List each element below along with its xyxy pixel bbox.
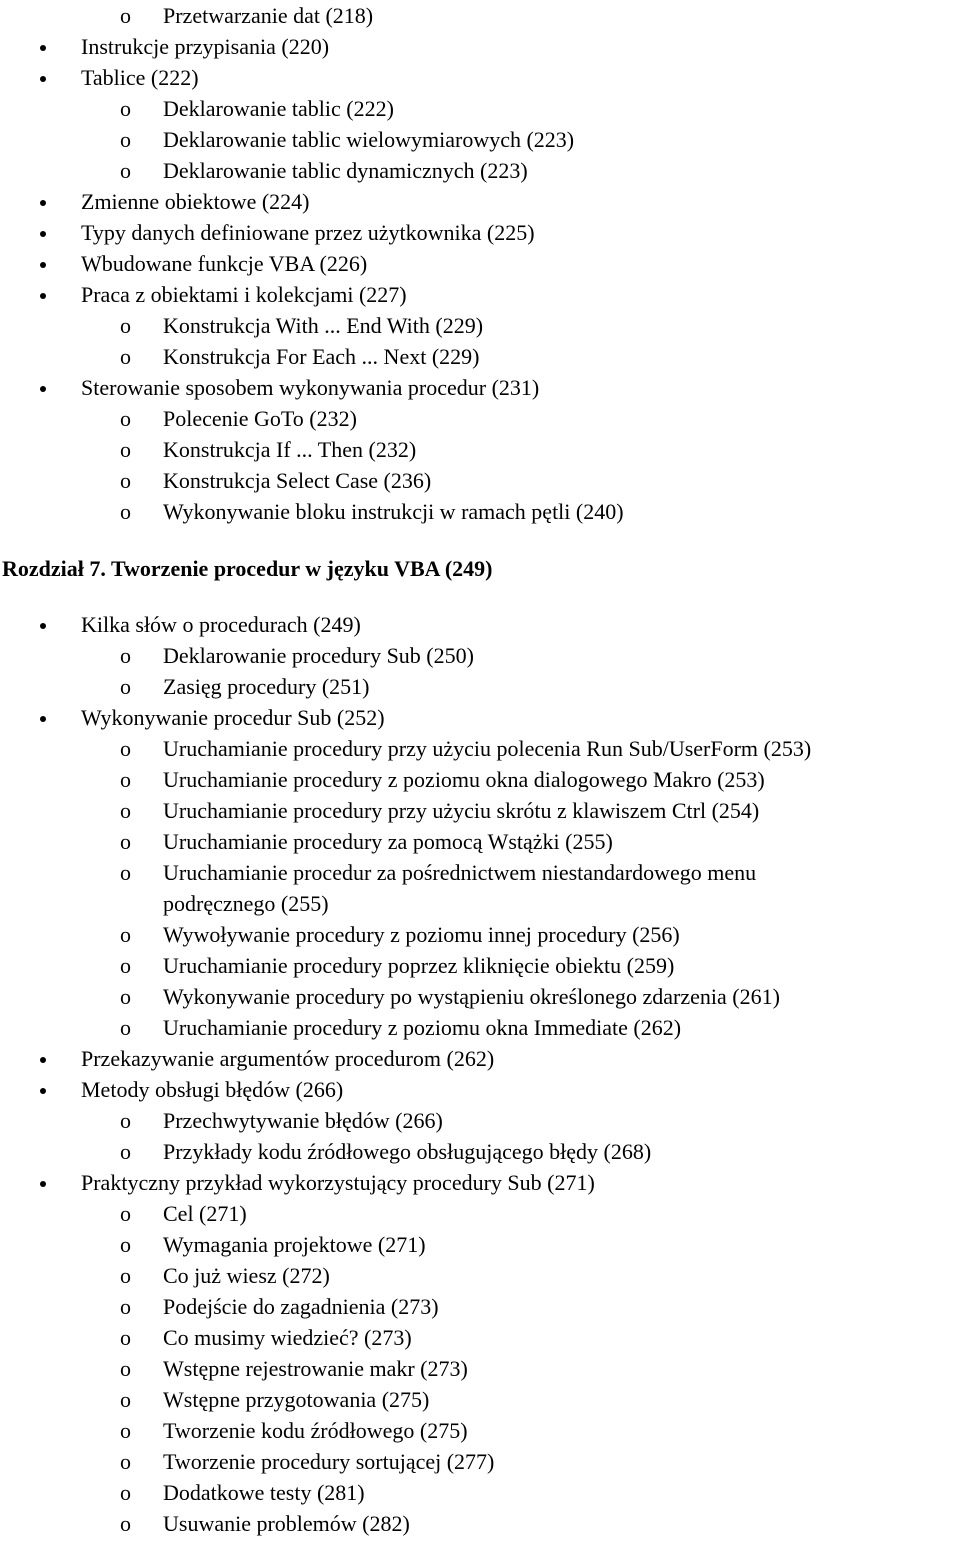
toc-entry-text: Uruchamianie procedur za pośrednictwem niestandardowego menu: [163, 860, 757, 885]
toc-entry-text: Wymagania projektowe (271): [163, 1232, 426, 1257]
circle-bullet-icon: o: [120, 1263, 131, 1288]
toc-list-part-a: [0, 0, 960, 527]
toc-entry-text: Co już wiesz (272): [163, 1263, 330, 1288]
toc-entry-text: Co musimy wiedzieć? (273): [163, 1325, 412, 1350]
circle-bullet-icon: o: [120, 1139, 131, 1164]
toc-entry: [0, 279, 960, 310]
toc-entry-text: Konstrukcja For Each ... Next (229): [163, 344, 480, 369]
toc-subentry: [0, 1322, 960, 1353]
toc-subentry: [0, 826, 960, 857]
toc-subentry: [0, 341, 960, 372]
toc-entry-text: Wykonywanie procedury po wystąpieniu określonego zdarzenia (261): [163, 984, 780, 1009]
toc-subentry: [0, 733, 960, 764]
toc-entry-text: Przechwytywanie błędów (266): [163, 1108, 443, 1133]
bullet-icon: [40, 45, 46, 51]
toc-entry-text: Typy danych definiowane przez użytkownika (225): [81, 220, 535, 245]
toc-subentry: [0, 1353, 960, 1384]
toc-subentry: [0, 1384, 960, 1415]
toc-subentry: [0, 0, 960, 31]
bullet-icon: [40, 716, 46, 722]
toc-subentry: [0, 496, 960, 527]
toc-entry-text: Polecenie GoTo (232): [163, 406, 357, 431]
toc-entry-text: Podejście do zagadnienia (273): [163, 1294, 439, 1319]
bullet-icon: [40, 623, 46, 629]
toc-subentry: [0, 1508, 960, 1539]
circle-bullet-icon: o: [120, 643, 131, 668]
toc-subentry: [0, 310, 960, 341]
circle-bullet-icon: o: [120, 829, 131, 854]
chapter-heading: Rozdział 7. Tworzenie procedur w języku VBA (249): [2, 556, 493, 581]
toc-subentry: [0, 764, 960, 795]
circle-bullet-icon: o: [120, 499, 131, 524]
toc-entry: [0, 609, 960, 640]
toc-subentry: [0, 640, 960, 671]
bullet-icon: [40, 200, 46, 206]
toc-entry-text: Wykonywanie procedur Sub (252): [81, 705, 385, 730]
toc-entry: [0, 217, 960, 248]
toc-entry-text: podręcznego (255): [163, 891, 329, 916]
toc-entry-text: Konstrukcja With ... End With (229): [163, 313, 484, 338]
circle-bullet-icon: o: [120, 1449, 131, 1474]
bullet-icon: [40, 1181, 46, 1187]
circle-bullet-icon: o: [120, 1511, 131, 1536]
toc-subentry: [0, 1229, 960, 1260]
toc-entry-text: Konstrukcja Select Case (236): [163, 468, 432, 493]
circle-bullet-icon: o: [120, 1480, 131, 1505]
toc-subentry: [0, 1260, 960, 1291]
circle-bullet-icon: o: [120, 127, 131, 152]
toc-entry-text: Uruchamianie procedury za pomocą Wstążki (255): [163, 829, 613, 854]
toc-subentry: [0, 1415, 960, 1446]
toc-entry: [0, 186, 960, 217]
circle-bullet-icon: o: [120, 344, 131, 369]
toc-entry: [0, 31, 960, 62]
toc-entry-text: Deklarowanie procedury Sub (250): [163, 643, 474, 668]
toc-entry-text: Tworzenie procedury sortującej (277): [163, 1449, 495, 1474]
circle-bullet-icon: o: [120, 158, 131, 183]
toc-entry: [0, 1167, 960, 1198]
bullet-icon: [40, 293, 46, 299]
circle-bullet-icon: o: [120, 1356, 131, 1381]
toc-entry-text: Uruchamianie procedury z poziomu okna dialogowego Makro (253): [163, 767, 765, 792]
toc-subentry: [0, 93, 960, 124]
toc-entry-text: Przykłady kodu źródłowego obsługującego błędy (268): [163, 1139, 652, 1164]
circle-bullet-icon: o: [120, 798, 131, 823]
circle-bullet-icon: o: [120, 736, 131, 761]
circle-bullet-icon: o: [120, 922, 131, 947]
toc-subentry: [0, 888, 960, 919]
toc-entry-text: Cel (271): [163, 1201, 247, 1226]
toc-entry-text: Uruchamianie procedury przy użyciu skrótu z klawiszem Ctrl (254): [163, 798, 760, 823]
toc-entry-text: Wbudowane funkcje VBA (226): [81, 251, 368, 276]
toc-entry-text: Zmienne obiektowe (224): [81, 189, 310, 214]
bullet-icon: [40, 1088, 46, 1094]
circle-bullet-icon: o: [120, 1387, 131, 1412]
circle-bullet-icon: o: [120, 674, 131, 699]
circle-bullet-icon: o: [120, 1325, 131, 1350]
circle-bullet-icon: o: [120, 437, 131, 462]
bullet-icon: [40, 231, 46, 237]
toc-subentry: [0, 671, 960, 702]
toc-entry-text: Kilka słów o procedurach (249): [81, 612, 361, 637]
toc-entry-text: Uruchamianie procedury z poziomu okna Immediate (262): [163, 1015, 682, 1040]
bullet-icon: [40, 76, 46, 82]
toc-entry: [0, 372, 960, 403]
toc-list-part-b: [0, 609, 960, 1539]
toc-entry: [0, 702, 960, 733]
bullet-icon: [40, 1057, 46, 1063]
circle-bullet-icon: o: [120, 1232, 131, 1257]
bullet-icon: [40, 262, 46, 268]
toc-subentry: [0, 1198, 960, 1229]
toc-entry-text: Tablice (222): [81, 65, 199, 90]
toc-entry-text: Wstępne przygotowania (275): [163, 1387, 430, 1412]
toc-entry: [0, 62, 960, 93]
circle-bullet-icon: o: [120, 767, 131, 792]
toc-subentry: [0, 981, 960, 1012]
toc-entry-text: Wykonywanie bloku instrukcji w ramach pętli (240): [163, 499, 624, 524]
circle-bullet-icon: o: [120, 313, 131, 338]
circle-bullet-icon: o: [120, 1108, 131, 1133]
toc-subentry: [0, 795, 960, 826]
toc-entry-text: Konstrukcja If ... Then (232): [163, 437, 417, 462]
toc-subentry: [0, 403, 960, 434]
toc-entry: [0, 1043, 960, 1074]
toc-entry: [0, 248, 960, 279]
toc-entry-text: Wstępne rejestrowanie makr (273): [163, 1356, 468, 1381]
toc-entry-text: Deklarowanie tablic dynamicznych (223): [163, 158, 528, 183]
toc-entry-text: Uruchamianie procedury przy użyciu polecenia Run Sub/UserForm (253): [163, 736, 812, 761]
toc-entry-text: Usuwanie problemów (282): [163, 1511, 410, 1536]
toc-entry-text: Praca z obiektami i kolekcjami (227): [81, 282, 407, 307]
circle-bullet-icon: o: [120, 1418, 131, 1443]
toc-subentry: [0, 1136, 960, 1167]
toc-subentry: [0, 1012, 960, 1043]
circle-bullet-icon: o: [120, 953, 131, 978]
toc-subentry: [0, 1477, 960, 1508]
toc-subentry: [0, 1105, 960, 1136]
toc-subentry: [0, 1446, 960, 1477]
toc-entry-text: Przetwarzanie dat (218): [163, 3, 374, 28]
toc-entry-text: Wywoływanie procedury z poziomu innej procedury (256): [163, 922, 680, 947]
toc-entry-text: Metody obsługi błędów (266): [81, 1077, 344, 1102]
toc-entry-text: Deklarowanie tablic wielowymiarowych (223): [163, 127, 575, 152]
toc-subentry: [0, 857, 960, 888]
toc-entry-text: Uruchamianie procedury poprzez kliknięcie obiektu (259): [163, 953, 675, 978]
toc-subentry: [0, 465, 960, 496]
circle-bullet-icon: o: [120, 1294, 131, 1319]
circle-bullet-icon: o: [120, 96, 131, 121]
toc-subentry: [0, 950, 960, 981]
toc-entry-text: Deklarowanie tablic (222): [163, 96, 394, 121]
toc-entry-text: Praktyczny przykład wykorzystujący procedury Sub (271): [81, 1170, 595, 1195]
toc-subentry: [0, 434, 960, 465]
toc-subentry: [0, 155, 960, 186]
circle-bullet-icon: o: [120, 3, 131, 28]
toc-entry-text: Dodatkowe testy (281): [163, 1480, 365, 1505]
circle-bullet-icon: o: [120, 1201, 131, 1226]
circle-bullet-icon: o: [120, 1015, 131, 1040]
toc-entry-text: Sterowanie sposobem wykonywania procedur (231): [81, 375, 540, 400]
circle-bullet-icon: o: [120, 860, 131, 885]
toc-entry-text: Zasięg procedury (251): [163, 674, 370, 699]
circle-bullet-icon: o: [120, 984, 131, 1009]
bullet-icon: [40, 386, 46, 392]
circle-bullet-icon: o: [120, 468, 131, 493]
toc-entry: [0, 1074, 960, 1105]
toc-subentry: [0, 919, 960, 950]
toc-entry-text: Instrukcje przypisania (220): [81, 34, 330, 59]
toc-entry-text: Tworzenie kodu źródłowego (275): [163, 1418, 468, 1443]
toc-entry-text: Przekazywanie argumentów procedurom (262): [81, 1046, 495, 1071]
circle-bullet-icon: o: [120, 406, 131, 431]
toc-subentry: [0, 1291, 960, 1322]
toc-subentry: [0, 124, 960, 155]
